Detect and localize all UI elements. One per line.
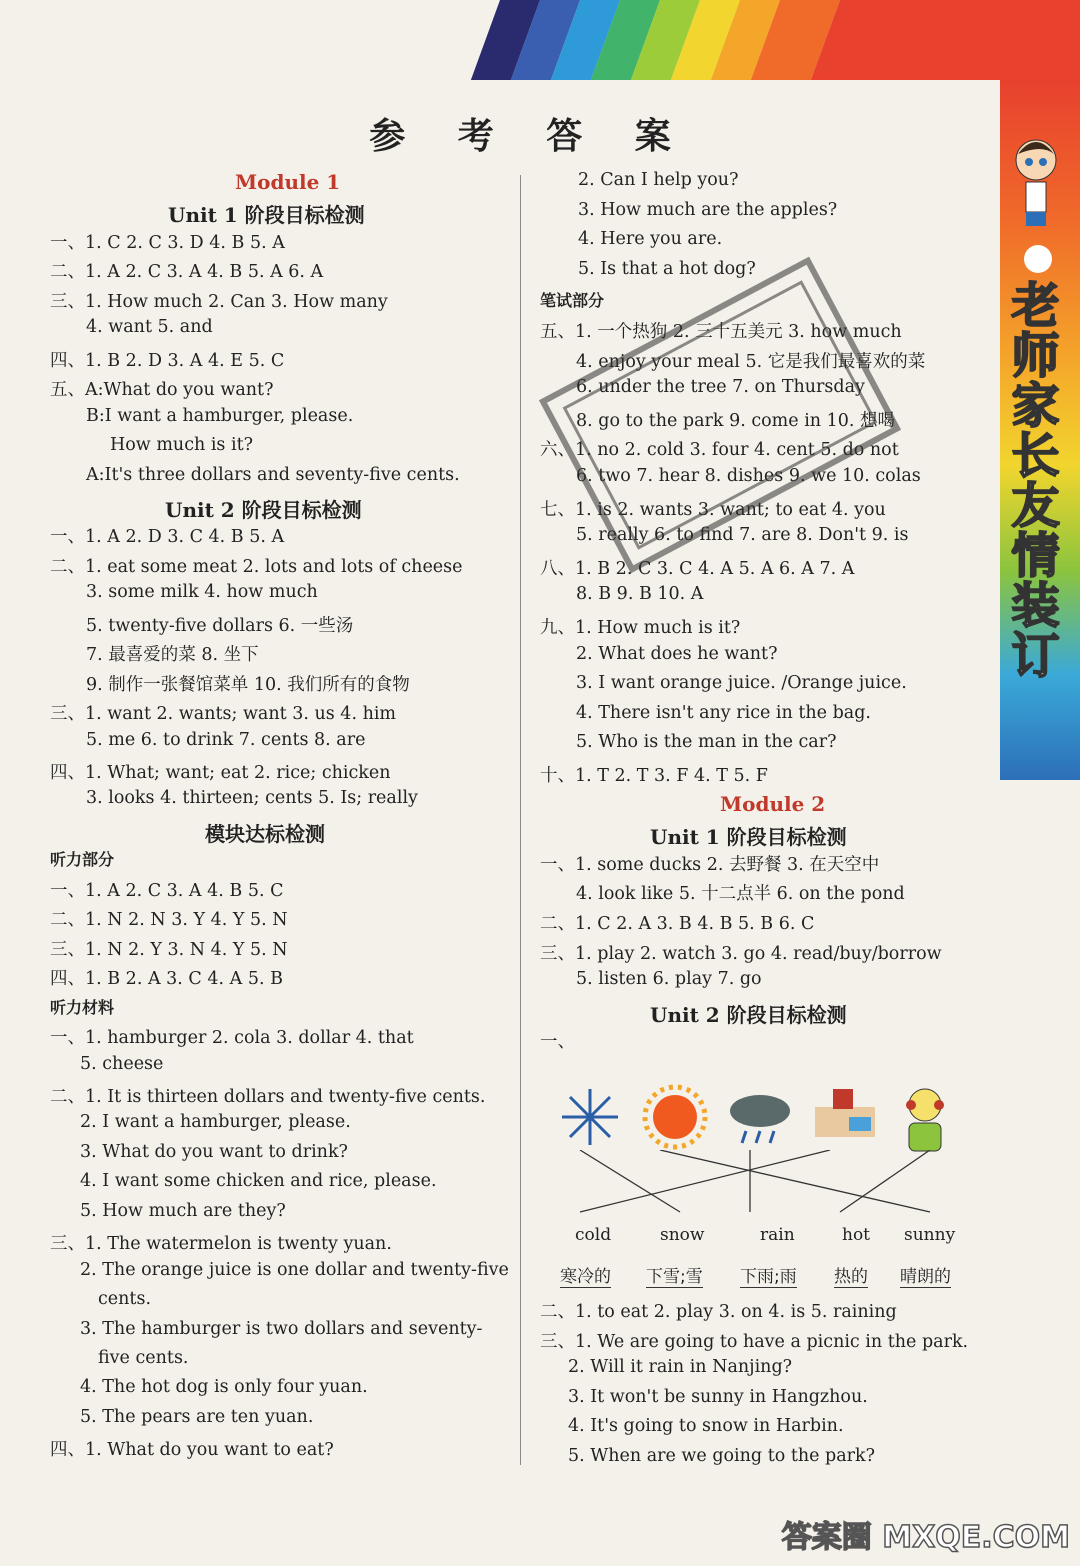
cold-child-icon: [906, 1089, 944, 1151]
section-label: 听力材料: [50, 997, 115, 1017]
weather-word: rain: [760, 1225, 795, 1245]
answer-line: 三、1. want 2. wants; want 3. us 4. him: [50, 704, 397, 725]
rainbow-decoration: [440, 0, 1080, 80]
answer-line: 四、1. What; want; eat 2. rice; chicken: [50, 763, 391, 783]
answer-line: A:It's three dollars and seventy-five cents.: [86, 464, 460, 485]
weather-word: cold: [575, 1225, 612, 1245]
weather-meaning: 晴朗的: [900, 1262, 951, 1288]
answer-line: 一、1. A 2. C 3. A 4. B 5. C: [50, 880, 284, 901]
answer-line: 5. The pears are ten yuan.: [80, 1406, 314, 1427]
answer-line: 4. I want some chicken and rice, please.: [80, 1171, 437, 1192]
weather-meaning: 下雪;雪: [646, 1262, 703, 1288]
banner-dot: [1024, 245, 1052, 273]
answer-line: B:I want a hamburger, please.: [86, 405, 354, 426]
answer-line: 一、1. C 2. C 3. D 4. B 5. A: [50, 232, 285, 253]
weather-word: sunny: [904, 1225, 956, 1245]
unit-heading: 模块达标检测: [205, 821, 325, 846]
answer-line: 3. The hamburger is two dollars and seventy-: [80, 1318, 483, 1339]
section-label: 笔试部分: [540, 291, 605, 311]
rain-cloud-icon: [730, 1095, 790, 1143]
watermark-logo: 答案圈 MXQE.COM: [781, 1520, 1070, 1555]
answer-line: 九、1. How much is it?: [540, 618, 741, 638]
answer-line: 二、1. to eat 2. play 3. on 4. is 5. raining: [540, 1302, 897, 1322]
answer-line: 六、1. no 2. cold 3. four 4. cent 5. do not: [540, 440, 899, 461]
answer-line: 3. It won't be sunny in Hangzhou.: [568, 1386, 868, 1407]
answer-line: 8. B 9. B 10. A: [576, 584, 704, 605]
weather-meaning: 下雨;雨: [740, 1262, 797, 1288]
answer-line: 一、1. hamburger 2. cola 3. dollar 4. that: [50, 1028, 414, 1049]
page-title: 参 考 答 案: [369, 115, 691, 157]
answer-line: 5. me 6. to drink 7. cents 8. are: [86, 729, 366, 750]
answer-line: 4. Here you are.: [578, 229, 723, 250]
module-heading: Module 1: [235, 170, 341, 194]
answer-line: 3. How much are the apples?: [578, 199, 838, 220]
answer-line: 二、1. C 2. A 3. B 4. B 5. B 6. C: [540, 914, 815, 934]
snowflake-icon: [562, 1089, 618, 1145]
answer-line: 5. When are we going to the park?: [568, 1446, 876, 1466]
answer-line: 3. I want orange juice. /Orange juice.: [576, 673, 907, 694]
answer-line: 4. enjoy your meal 5. 它是我们最喜欢的菜: [576, 351, 926, 372]
answer-line: 一、1. A 2. D 3. C 4. B 5. A: [50, 527, 285, 548]
answer-line: five cents.: [98, 1348, 189, 1368]
answer-line: 2. The orange juice is one dollar and twenty-five: [80, 1259, 509, 1280]
answer-line: 四、1. B 2. A 3. C 4. A 5. B: [50, 969, 283, 990]
answer-line: 二、1. eat some meat 2. lots and lots of cheese: [50, 556, 463, 577]
answer-line: 7. 最喜爱的菜 8. 坐下: [86, 645, 259, 666]
answer-line: 三、1. How much 2. Can 3. How many: [50, 291, 388, 312]
unit-heading: Unit 1 阶段目标检测: [650, 825, 847, 850]
answer-line: 5. really 6. to find 7. are 8. Don't 9. is: [576, 525, 909, 546]
weather-meaning: 热的: [834, 1262, 868, 1288]
answer-line: 七、1. is 2. wants 3. want; to eat 4. you: [540, 499, 886, 520]
answer-line: 四、1. B 2. D 3. A 4. E 5. C: [50, 350, 285, 371]
answer-line: 二、1. A 2. C 3. A 4. B 5. A 6. A: [50, 262, 324, 283]
answer-line: 二、1. It is thirteen dollars and twenty-five cents.: [50, 1086, 486, 1107]
answer-line: 4. There isn't any rice in the bag.: [576, 702, 871, 723]
answer-line: 2. Will it rain in Nanjing?: [568, 1357, 793, 1378]
answer-line: 9. 制作一张餐馆菜单 10. 我们所有的食物: [86, 674, 410, 695]
module-heading: Module 2: [720, 791, 826, 816]
answer-line: 十、1. T 2. T 3. F 4. T 5. F: [540, 766, 768, 786]
answer-line: 3. some milk 4. how much: [86, 582, 318, 603]
answer-line: 一、1. some ducks 2. 去野餐 3. 在天空中: [540, 854, 880, 875]
stamp-seal: [510, 250, 930, 580]
sun-icon: [645, 1087, 705, 1147]
answer-line: 2. I want a hamburger, please.: [80, 1112, 351, 1133]
answer-line: 5. Is that a hot dog?: [578, 258, 756, 279]
unit-heading: Unit 2 阶段目标检测: [165, 497, 362, 522]
answer-line: 4. The hot dog is only four yuan.: [80, 1377, 368, 1398]
answer-line: 三、1. play 2. watch 3. go 4. read/buy/borrow: [540, 943, 942, 964]
answer-line: 2. What does he want?: [576, 643, 778, 664]
answer-line: 4. want 5. and: [86, 317, 213, 338]
answer-line: 8. go to the park 9. come in 10. 想喝: [576, 410, 896, 431]
answer-line: 四、1. What do you want to eat?: [50, 1440, 334, 1461]
hot-weather-icon: [815, 1089, 875, 1137]
side-banner-text: 老师家长友情装订: [1003, 280, 1059, 680]
answer-line: 5. twenty-five dollars 6. 一些汤: [86, 615, 354, 636]
section-label: 听力部分: [50, 850, 115, 870]
unit-heading: Unit 1 阶段目标检测: [168, 203, 365, 228]
answer-line: cents.: [98, 1289, 152, 1310]
answer-line: 5. listen 6. play 7. go: [576, 969, 762, 990]
weather-word: hot: [842, 1225, 871, 1245]
matching-lines: [560, 1150, 960, 1220]
answer-line: 6. two 7. hear 8. dishes 9. we 10. colas: [576, 466, 921, 486]
answer-line: 3. What do you want to drink?: [80, 1141, 348, 1162]
answer-line: 一、: [540, 1032, 575, 1053]
weather-word: snow: [660, 1225, 705, 1245]
answer-line: 5. cheese: [80, 1053, 164, 1074]
weather-meaning: 寒冷的: [560, 1262, 611, 1288]
answer-line: 五、A:What do you want?: [50, 380, 274, 401]
answer-line: 5. How much are they?: [80, 1200, 286, 1221]
answer-line: 五、1. 一个热狗 2. 三十五美元 3. how much: [540, 322, 902, 342]
unit-heading: Unit 2 阶段目标检测: [650, 1002, 847, 1027]
answer-line: 3. looks 4. thirteen; cents 5. Is; really: [86, 788, 418, 809]
answer-line: 三、1. The watermelon is twenty yuan.: [50, 1234, 392, 1255]
answer-line: 二、1. N 2. N 3. Y 4. Y 5. N: [50, 910, 288, 931]
answer-line: 6. under the tree 7. on Thursday: [576, 377, 865, 398]
answer-line: How much is it?: [110, 435, 253, 456]
answer-line: 4. It's going to snow in Harbin.: [568, 1416, 844, 1437]
answer-line: 三、1. N 2. Y 3. N 4. Y 5. N: [50, 939, 288, 960]
answer-line: 5. Who is the man in the car?: [576, 732, 837, 753]
answer-line: 4. look like 5. 十二点半 6. on the pond: [576, 884, 905, 905]
answer-line: 2. Can I help you?: [578, 170, 739, 190]
answer-line: 八、1. B 2. C 3. C 4. A 5. A 6. A 7. A: [540, 558, 855, 579]
answer-line: 三、1. We are going to have a picnic in the park.: [540, 1331, 969, 1352]
